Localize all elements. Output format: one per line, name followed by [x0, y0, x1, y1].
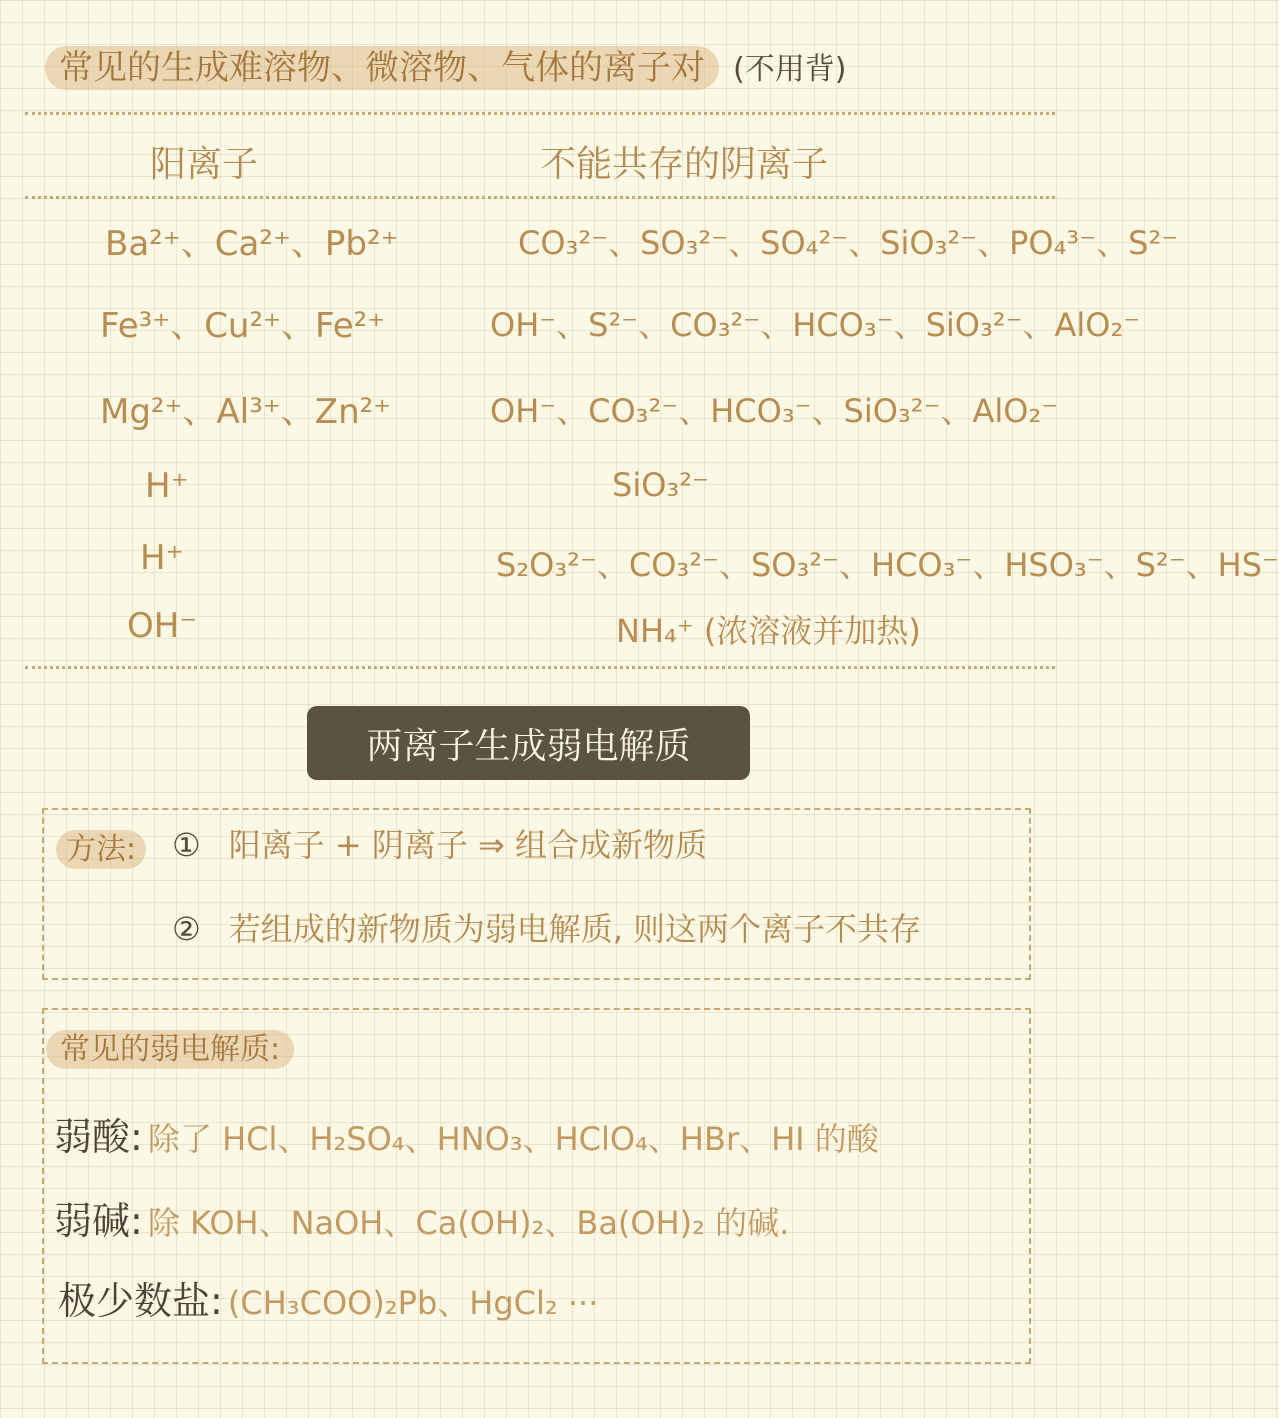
method-step-1 — [172, 820, 707, 866]
method-step-2 — [172, 904, 921, 950]
row-4-cation: H⁺ — [145, 466, 189, 506]
row-3-anions: OH⁻、CO₃²⁻、HCO₃⁻、SiO₃²⁻、AlO₂⁻ — [490, 392, 1059, 430]
row-6-cation: OH⁻ — [127, 606, 198, 646]
header-cation: 阳离子 — [150, 144, 259, 185]
step-2-text: 若组成的新物质为弱电解质, 则这两个离子不共存 — [228, 910, 922, 948]
header-anion: 不能共存的阴离子 — [540, 144, 829, 185]
row-2-cation: Fe³⁺、Cu²⁺、Fe²⁺ — [100, 306, 386, 346]
common-label-text: 常见的弱电解质: — [46, 1030, 294, 1069]
page-title-text: 常见的生成难溶物、微溶物、气体的离子对 — [45, 46, 719, 90]
few-salts-label: 极少数盐: — [58, 1279, 223, 1323]
weak-base-label: 弱碱: — [54, 1199, 143, 1243]
row-3-cation: Mg²⁺、Al³⁺、Zn²⁺ — [100, 392, 392, 432]
method-label — [56, 824, 146, 868]
step-2-number: ② — [172, 910, 201, 948]
few-salts-value: (CH₃COO)₂Pb、HgCl₂ ··· — [227, 1284, 599, 1322]
divider — [25, 666, 1055, 669]
weak-acid-label: 弱酸: — [54, 1115, 143, 1159]
row-1-cation: Ba²⁺、Ca²⁺、Pb²⁺ — [105, 224, 399, 264]
divider — [25, 196, 1055, 199]
title-note: (不用背) — [733, 52, 847, 87]
method-label-text: 方法: — [56, 830, 146, 869]
row-6-anions: NH₄⁺ (浓溶液并加热) — [616, 612, 921, 650]
common-label — [46, 1024, 294, 1068]
page-title — [45, 40, 846, 89]
weak-base-line — [54, 1190, 789, 1245]
row-2-anions: OH⁻、S²⁻、CO₃²⁻、HCO₃⁻、SiO₃²⁻、AlO₂⁻ — [490, 306, 1141, 344]
weak-acid-line — [54, 1106, 879, 1161]
few-salts-line — [58, 1270, 598, 1325]
weak-base-value: 除 KOH、NaOH、Ca(OH)₂、Ba(OH)₂ 的碱. — [147, 1204, 790, 1242]
step-1-text: 阳离子 + 阴离子 ⇒ 组合成新物质 — [228, 826, 708, 864]
row-5-cation: H⁺ — [140, 538, 184, 578]
step-1-number: ① — [172, 826, 201, 864]
row-4-anions: SiO₃²⁻ — [612, 466, 709, 504]
row-5-anions: S₂O₃²⁻、CO₃²⁻、SO₃²⁻、HCO₃⁻、HSO₃⁻、S²⁻、HS⁻ — [496, 546, 1279, 584]
weak-acid-value: 除了 HCl、H₂SO₄、HNO₃、HClO₄、HBr、HI 的酸 — [147, 1120, 879, 1158]
section-banner: 两离子生成弱电解质 — [307, 706, 750, 780]
row-1-anions: CO₃²⁻、SO₃²⁻、SO₄²⁻、SiO₃²⁻、PO₄³⁻、S²⁻ — [518, 224, 1179, 262]
divider — [25, 112, 1055, 115]
